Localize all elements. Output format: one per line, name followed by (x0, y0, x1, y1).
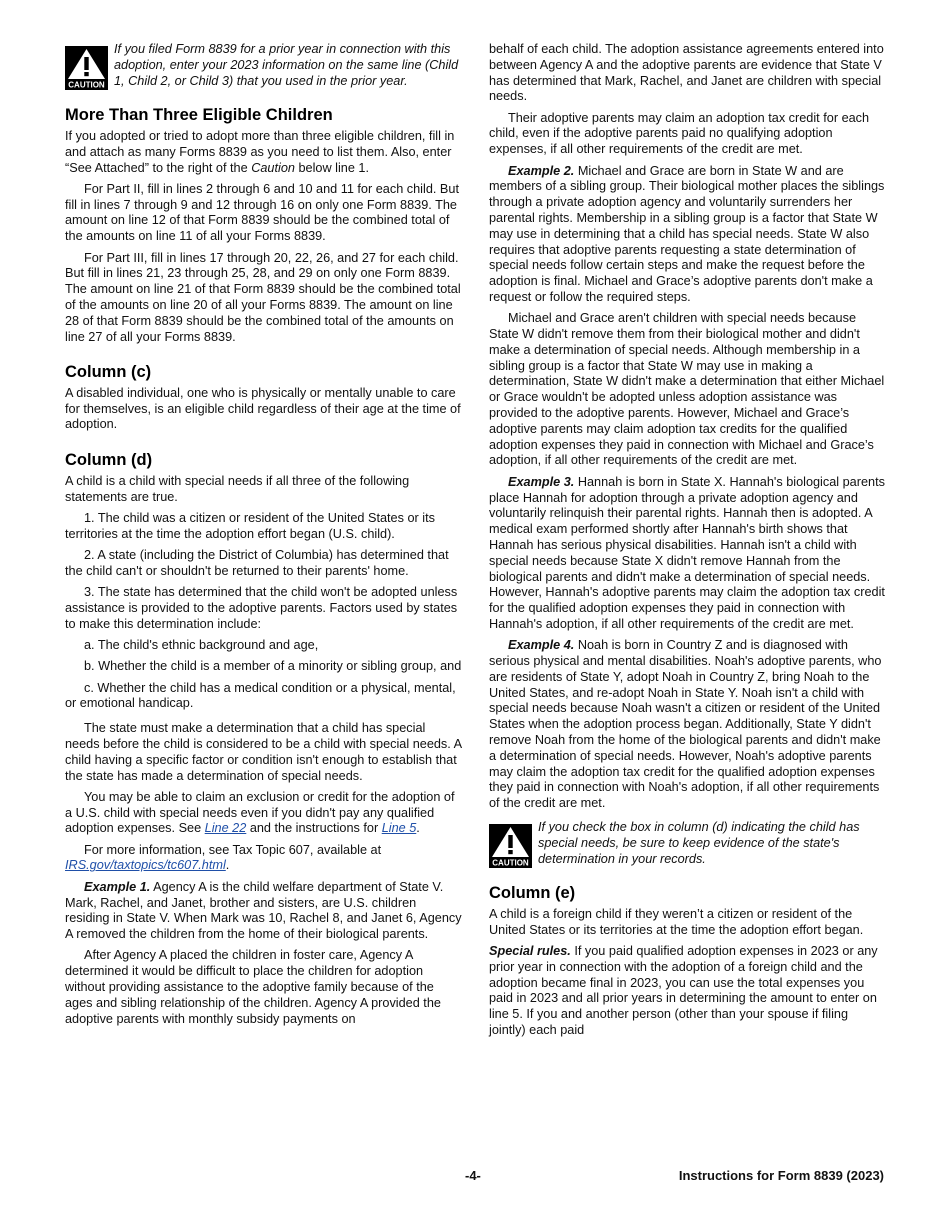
heading-more-than-three: More Than Three Eligible Children (65, 106, 333, 124)
paragraph: The state must make a determination that a child has special needs before the child is considered to be a child with special needs. A child having a specific factor or condition isn't enough to establish that the state has made a determination of special needs. (65, 721, 462, 783)
example-3: Example 3. Hannah is born in State X. Hannah's biological parents place Hannah for adoption through a private adoption agency and voluntarily relinquish their parental rights. Hannah then is adopted. A medical exam performed shortly after Hannah's birth shows that Hannah has serious physical disabilities. Hannah isn't a child with special needs because State X didn't remove Hannah from the biological parents and didn't make a determination of special needs. However, Hannah's adoptive parents may claim the adoption tax credit for the qualified adoption expenses they paid in connection with Hannah's adoption, if all other requirements of the credit are met. (489, 474, 885, 631)
paragraph: A child is a foreign child if they weren’t a citizen or resident of the United States or its territories at the time the adoption effort began. (489, 906, 864, 937)
example-2: Example 2. Michael and Grace are born in State W and are members of a sibling group. Their biological mother places the siblings through a private adoption agency and voluntarily surrenders her parental rights. Membership in a sibling group is a factor that State W may use in determining that a child has special needs. State W also requires that adoptive parents requesting a state determination of special needs follow certain steps and make the request before the adoption is final. Michael and Grace’s adoptive parents don't make a request or follow the required steps. (489, 163, 885, 304)
heading-column-e: Column (e) (489, 883, 576, 902)
paragraph: For Part III, fill in lines 17 through 20, 22, 26, and 27 for each child. But fill in lines 21, 23 through 25, 28, and 29 on only one Form 8839. The amount on line 21 of that Form 8839 should be the combined total of the amounts on line 20 of all your Forms 8839. The amount on line 28 of that Form 8839 should be the combined total of the amounts on line 27 of all your Forms 8839. (65, 250, 461, 344)
caution-note-prior-year (65, 42, 463, 90)
heading-column-c: Column (c) (65, 362, 152, 381)
paragraph: Their adoptive parents may claim an adoption tax credit for each child, even if the adoptive parents paid no qualifying adoption expenses, if all other requirements of the credit are met. (489, 110, 870, 157)
line-5-link[interactable]: Line 5 (381, 821, 417, 836)
paragraph: A disabled individual, one who is physically or mentally unable to care for themselves, is an eligible child regardless of their age at the time of adoption. (65, 385, 461, 432)
list-item: 2. A state (including the District of Columbia) has determined that the child can't or shouldn't be returned to their parents' home. (65, 547, 449, 578)
left-column (65, 42, 463, 1033)
paragraph: behalf of each child. The adoption assistance agreements entered into between Agency A and the adoptive parents are evidence that State V has determined that Mark, Rachel, and Janet are children with special needs. (489, 42, 884, 104)
caution-label: CAUTION (492, 858, 529, 868)
line-22-link[interactable]: Line 22 (204, 821, 247, 836)
heading-column-d: Column (d) (65, 450, 153, 469)
caution-icon (65, 46, 108, 90)
example-1: Example 1. Agency A is the child welfare department of State V. Mark, Rachel, and Janet, brother and sisters, are U.S. children residing in State V. When Mark was 10, Rachel 8, and Janet 6, Agency A removed the children from the home of their biological parents. (65, 879, 462, 942)
list-item: 3. The state has determined that the child won't be adopted unless assistance is provided to the adoptive parents. Factors used by states to make this determination include: (65, 585, 458, 631)
list-item: c. Whether the child has a medical condition or a physical, mental, or emotional handicap. (65, 680, 456, 711)
caution-note-special-needs (489, 820, 887, 868)
special-rules: Special rules. If you paid qualified adoption expenses in 2023 or any prior year in connection with the adoption of a foreign child and the adoption became final in 2023, you can use the total expenses you paid in 2023 and all prior years in determining the amount to enter on line 5. If you and another person (other than your spouse if filing jointly) each paid (489, 944, 878, 1038)
list-item: b. Whether the child is a member of a minority or sibling group, and (84, 659, 462, 674)
paragraph: For more information, see Tax Topic 607, available at IRS.gov/taxtopics/tc607.html. (65, 842, 382, 873)
paragraph: If you adopted or tried to adopt more than three eligible children, fill in and attach as many Forms 8839 as you need to list them. Also, enter “See Attached” to the right of the Caution below line 1. (65, 129, 455, 175)
example-4: Example 4. Noah is born in Country Z and is diagnosed with serious physical and mental disabilities. Noah's adoptive parents, who are residents of State Y, adopt Noah in Country Z, bring Noah to the United States, and re-adopt Noah in State Y. Noah isn't a child with special needs because Noah wasn't a citizen or resident of the United States when the adoption process began. Additionally, State Y didn't remove Noah from the home of the biological parents and didn't make a determination of special needs. However, Noah's adoptive parents may claim the adoption tax credit for the qualified adoption expenses they paid in connection with Noah's adoption, if all other requirements of the credit are met. (489, 638, 882, 811)
paragraph: After Agency A placed the children in foster care, Agency A determined it would be difficult to place the children for adoption without providing assistance to the adoptive family because of the ages and sibling relationship of the children. Agency A provided the adoptive parents with monthly subsidy payments on (65, 948, 441, 1026)
paragraph: A child is a child with special needs if all three of the following statements are true. (65, 473, 410, 504)
paragraph: You may be able to claim an exclusion or credit for the adoption of a U.S. child with special needs even if you didn't pay any qualified adoption expenses. See Line 22 and the instructions for Line 5. (65, 789, 455, 836)
list-item: 1. The child was a citizen or resident of the United States or its territories at the time the adoption effort began (U.S. child). (65, 510, 435, 541)
list-item: a. The child's ethnic background and age, (84, 637, 319, 652)
caution-text: If you filed Form 8839 for a prior year in connection with this adoption, enter your 2023 information on the same line (Child 1, Child 2, or Child 3) that you used in the prior year. (114, 42, 459, 88)
footer-form-title: Instructions for Form 8839 (2023) (678, 1168, 884, 1183)
right-column (489, 42, 887, 1044)
caution-text: If you check the box in column (d) indicating the child has special needs, be sure to keep evidence of the state's determination in your records. (538, 819, 860, 866)
paragraph: For Part II, fill in lines 2 through 6 and 10 and 11 for each child. But fill in lines 7 through 9 and 12 through 16 on only one Form 8839. The amount on line 12 of that Form 8839 should be the combined total of the amounts on line 11 of all your Forms 8839. (65, 181, 459, 244)
caution-icon (489, 824, 532, 868)
caution-label: CAUTION (68, 80, 105, 90)
paragraph: Michael and Grace aren't children with special needs because State W didn't remove them from their biological mother and didn't make a determination of special needs. Although membership in a sibling group is a factor that State W may use in making a determination, State W didn't make a determination that either Michael or Grace wouldn't be adopted unless adoption assistance was provided to the adoptive parents. However, Michael and Grace’s adoptive parents may claim adoption tax credits for the qualified adoption expenses they paid in connection with Michael and Grace’s adoption, if all other requirements of the credit are met. (489, 311, 885, 468)
page-number: -4- (465, 1168, 481, 1183)
irs-tax-topic-link[interactable]: IRS.gov/taxtopics/tc607.html (65, 858, 226, 873)
